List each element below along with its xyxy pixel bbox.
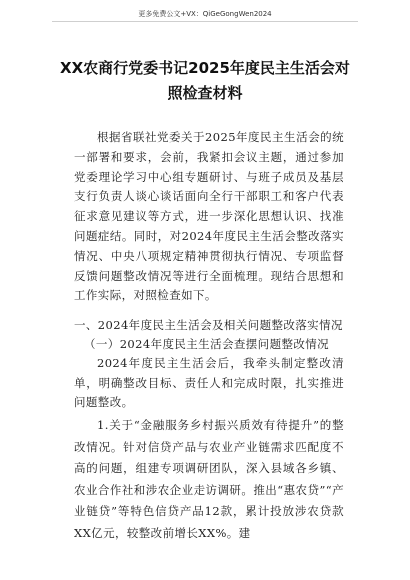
document-title: XX农商行党委书记2025年度民主生活会对照检查材料 [60, 59, 350, 102]
intro-paragraph: 根据省联社党委关于2025年度民主生活会的统一部署和要求，会前，我紧扣会议主题，通过参加党委理论学习中心组专题研讨、与班子成员及基层支行负责人谈心谈话面向全行干部职工和客户代表征求意见建议等方式，进一步深化思想认识、找准问题症结。同时，对2024年度民主生活会整改落实情况、中央八项规定精神贯彻执行情况、专项监督反馈问题整改情况等进行全面梳理。现结合思想和工作实际，对照检查如下。 [74, 130, 344, 303]
subsection-heading: （一）2024年度民主生活会查摆问题整改情况 [84, 337, 330, 351]
header-note: 更多免费公文+VX：QiGeGongWen2024 [138, 10, 272, 18]
header-divider [52, 21, 358, 22]
subsection-paragraph: 2024年度民主生活会后，我牵头制定整改清单，明确整改目标、责任人和完成时限，扎实推进问题整改。 [74, 356, 344, 409]
item-1-paragraph: 1.关于“金融服务乡村振兴质效有待提升”的整改情况。针对信贷产品与农业产业链需求匹配度不高的问题，组建专项调研团队，深入县域各乡镇、农业合作社和涉农企业走访调研。推出“惠农贷”“产业链贷”等特色信贷产品12款，累计投放涉农贷款XX亿元，较整改前增长XX%。建 [74, 418, 344, 540]
section-heading: 一、2024年度民主生活会及相关问题整改落实情况 [74, 318, 343, 332]
